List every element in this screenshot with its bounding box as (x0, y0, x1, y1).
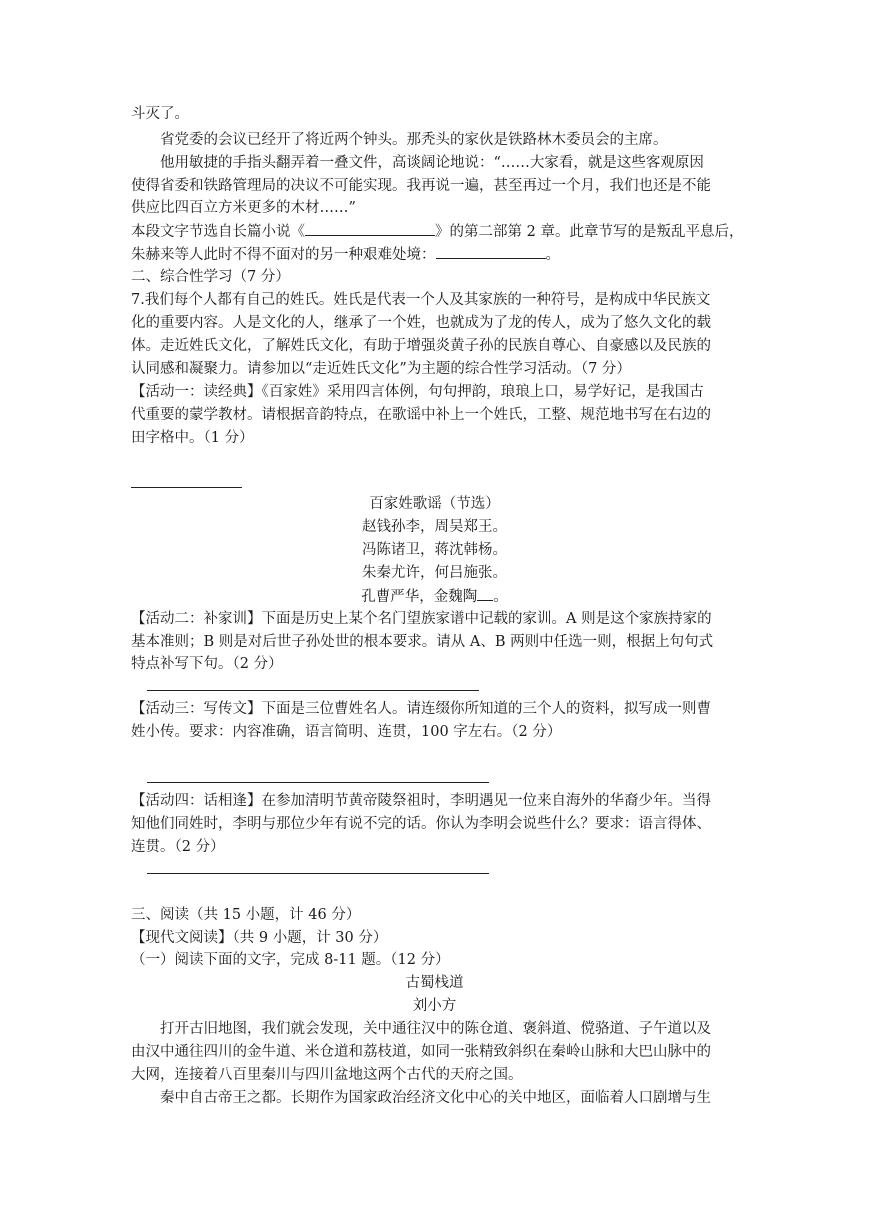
poem-line (0, 586, 869, 607)
text-line: 基本准则；B 则是对后世子孙处世的根本要求。请从 A、B 两则中任选一则，根据上句句式 (131, 634, 714, 650)
answer-line[interactable] (147, 782, 489, 783)
text-line: 化的重要内容。人是文化的人，继承了一个姓，也就成为了龙的传人，成为了悠久文化的载 (131, 315, 711, 331)
section-heading: 三、阅读（共 15 小题，计 46 分） (131, 907, 361, 923)
name-list (131, 745, 191, 765)
text-fragment: 本段文字节选自长篇小说《 (131, 224, 305, 240)
text-line: 大网，连接着八百里秦川与四川盆地这两个古代的天府之国。 (131, 1067, 523, 1083)
poem-line: 朱秦尤许，何吕施张。 (362, 565, 507, 581)
answer-blank[interactable] (305, 221, 435, 236)
text-fragment: 。 (545, 247, 560, 263)
text-line: 他用敏捷的手指头翻弄着一叠文件，高谈阔论地说：“……大家看，就是这些客观原因 (160, 155, 704, 171)
text-line: （一）阅读下面的文字，完成 8-11 题。（12 分） (131, 952, 450, 968)
text-line: 省党委的会议已经开了将近两个钟头。那秃头的家伙是铁路林木委员会的主席。 (160, 132, 668, 148)
text-line: 知他们同姓时，李明与那位少年有说不完的话。你认为李明会说些什么？要求：语言得体、 (131, 816, 711, 832)
article-title: 古蜀栈道 (405, 975, 464, 991)
text-line: 【活动二：补家训】下面是历史上某个名门望族家谱中记载的家训。A 则是这个家族持家的 (131, 611, 712, 627)
text-line: 田字格中。（1 分） (131, 430, 254, 446)
poem-line: 赵钱孙李，周吴郑王。 (362, 519, 507, 535)
answer-blank[interactable] (477, 586, 493, 601)
text-line: 特点补写下句。（2 分） (131, 656, 283, 672)
text-line: 使得省委和铁路管理局的决议不可能实现。我再说一遍，甚至再过一个月，我们也还是不能 (131, 178, 711, 194)
text-line: 连贯。（2 分） (131, 839, 225, 855)
text-fragment: 。 (493, 589, 508, 605)
text-line: 【活动四：话相逢】在参加清明节黄帝陵祭祖时，李明遇见一位来自海外的华裔少年。当得 (131, 793, 711, 809)
answer-blank[interactable] (436, 244, 546, 259)
text-line: 【活动一：读经典】《百家姓》采用四言体例，句句押韵，琅琅上口，易学好记，是我国古 (131, 384, 704, 400)
text-line: 供应比四百立方米更多的木材……” (131, 200, 356, 216)
poem-title: 百家姓歌谣（节选） (369, 496, 500, 512)
text-fragment: 》的第二部第 2 章。此章节写的是叛乱平息后， (435, 224, 744, 240)
text-line: 姓小传。要求：内容准确，语言简明、连贯，100 字左右。（2 分） (131, 724, 562, 740)
section-heading: 【现代文阅读】（共 9 小题，计 30 分） (131, 930, 388, 946)
section-heading: 二、综合性学习（7 分） (131, 269, 290, 285)
article-author: 刘小方 (412, 998, 457, 1014)
text-fragment: 朱赫来等人此时不得不面对的另一种艰难处境： (131, 247, 436, 263)
poem-line: 冯陈诸卫，蒋沈韩杨。 (362, 542, 507, 558)
text-fragment: 孔曹严华，金魏陶 (361, 589, 478, 605)
text-line: 认同感和凝聚力。请参加以“走近姓氏文化”为主题的综合性学习活动。（7 分） (131, 361, 631, 377)
question-line (131, 221, 743, 242)
answer-line[interactable] (147, 690, 479, 691)
text-line: 7.我们每个人都有自己的姓氏。姓氏是代表一个人及其家族的一种符号，是构成中华民族文 (131, 292, 711, 308)
text-line: 斗灭了。 (131, 106, 189, 122)
text-line: 由汉中通往四川的金牛道、米仓道和荔枝道，如同一张精致斜织在秦岭山脉和大巴山脉中的 (131, 1044, 711, 1060)
text-line: 秦中自古帝王之都。长期作为国家政治经济文化中心的关中地区，面临着人口剧增与生 (160, 1090, 711, 1106)
text-line: 代重要的蒙学教材。请根据音韵特点，在歌谣中补上一个姓氏，工整、规范地书写在右边的 (131, 407, 711, 423)
answer-line[interactable] (131, 487, 242, 488)
text-line: 体。走近姓氏文化，了解姓氏文化，有助于增强炎黄子孙的民族自尊心、自豪感以及民族的 (131, 338, 711, 354)
question-line (131, 244, 560, 265)
text-line: 打开古旧地图，我们就会发现，关中通往汉中的陈仓道、褒斜道、傥骆道、子午道以及 (160, 1021, 711, 1037)
text-line: 【活动三：写传文】下面是三位曹姓名人。请连缀你所知道的三个人的资料，拟写成一则曹 (131, 701, 711, 717)
answer-line[interactable] (147, 873, 489, 874)
